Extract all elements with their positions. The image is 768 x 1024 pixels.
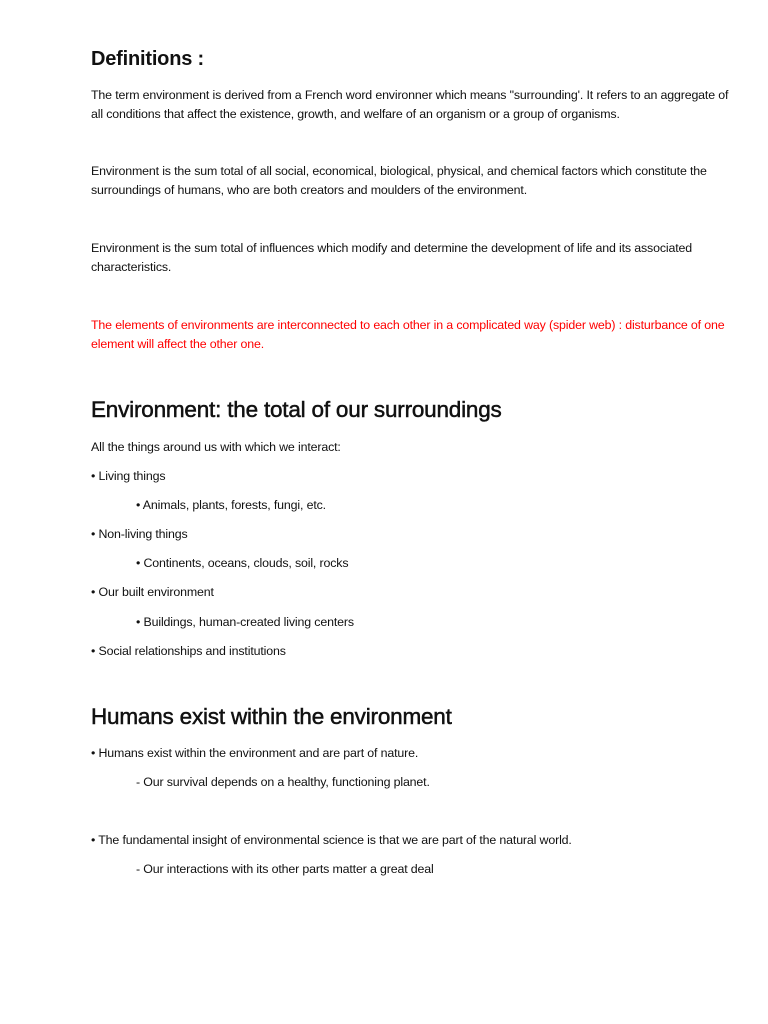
humans-heading: Humans exist within the environment [91,704,452,729]
definition-paragraph-1: The term environment is derived from a French word environner which means "surrounding'. It refers to an aggregate of all conditions that affect the existence, growth, and welfare of an organism or a group of organisms. [91,88,729,121]
list-subitem-living-examples: • Animals, plants, forests, fungi, etc. [136,498,326,512]
list-subitem-interactions: - Our interactions with its other parts matter a great deal [136,862,434,876]
definition-paragraph-highlight: The elements of environments are interconnected to each other in a complicated way (spider web) : disturbance of one element will affect the other one. [91,318,725,351]
list-item-fundamental-insight: • The fundamental insight of environmental science is that we are part of the natural world. [91,833,572,847]
list-item-built-environment: • Our built environment [91,585,214,599]
list-item-social-relationships: • Social relationships and institutions [91,644,286,658]
definitions-heading: Definitions : [91,48,204,70]
definition-paragraph-3: Environment is the sum total of influences which modify and determine the development of life and its associated characteristics. [91,241,693,274]
surroundings-heading: Environment: the total of our surroundings [91,397,502,422]
surroundings-intro: All the things around us with which we interact: [91,440,341,454]
list-item-living-things: • Living things [91,469,166,483]
list-item-non-living-things: • Non-living things [91,527,188,541]
list-item-humans-part-of-nature: • Humans exist within the environment and are part of nature. [91,746,419,760]
definition-paragraph-2: Environment is the sum total of all social, economical, biological, physical, and chemical factors which constitute the surroundings of humans, who are both creators and moulders of the environment. [91,164,707,197]
list-subitem-built-examples: • Buildings, human-created living centers [136,615,354,629]
list-subitem-survival: - Our survival depends on a healthy, functioning planet. [136,775,430,789]
list-subitem-non-living-examples: • Continents, oceans, clouds, soil, rocks [136,556,349,570]
